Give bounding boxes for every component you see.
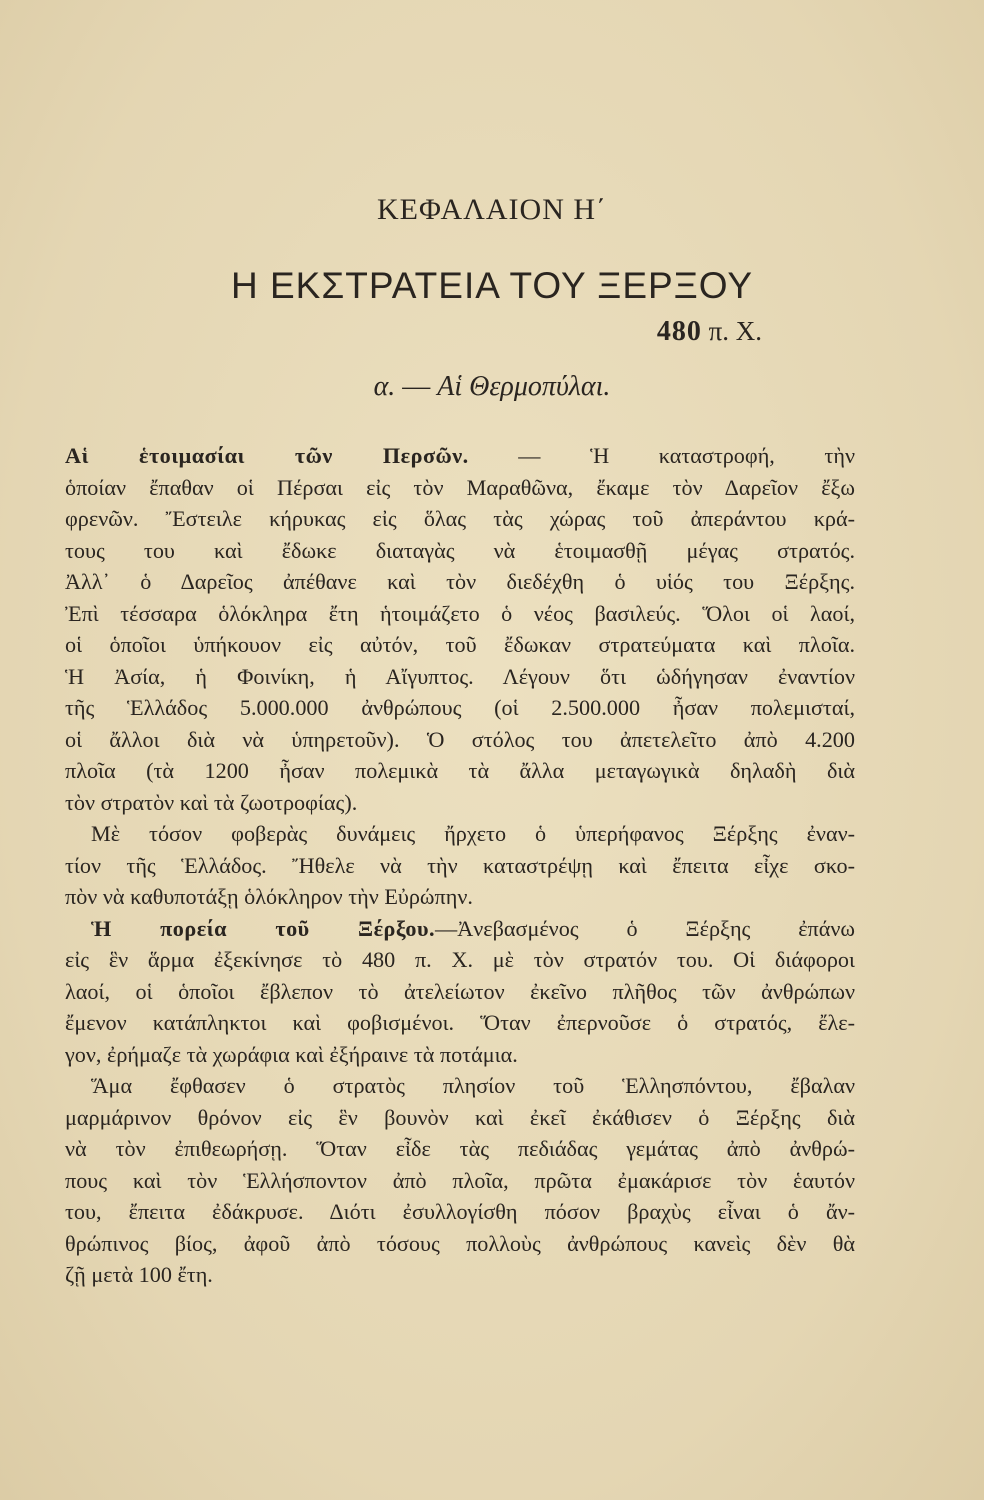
chapter-title: Η ΕΚΣΤΡΑΤΕΙΑ ΤΟΥ ΞΕΡΞΟΥ — [230, 265, 754, 306]
date-year: 480 — [656, 316, 702, 347]
text-line: οἱ ὁποῖοι ὑπήκουον εἰς αὐτόν, τοῦ ἔδωκαν στρατεύματα καὶ πλοῖα. — [65, 632, 855, 657]
text-line: τὸν στρατὸν καὶ τὰ ζωοτροφίας). — [65, 789, 358, 815]
paragraph-heading: Αἱ ἑτοιμασίαι τῶν Περσῶν. — [65, 443, 469, 468]
text-line: τίον τῆς Ἑλλάδος. Ἤθελε νὰ τὴν καταστρέψῃ καὶ ἔπειτα εἶχε σκο- — [65, 852, 855, 878]
text-line: νὰ τὸν ἐπιθεωρήσῃ. Ὅταν εἶδε τὰς πεδιάδας γεμάτας ἀπὸ ἀνθρώ- — [65, 1136, 855, 1161]
text-line: εἰς ἓν ἅρμα ἐξεκίνησε τὸ 480 π. Χ. μὲ τὸν στρατόν του. Οἱ διάφοροι — [65, 947, 855, 972]
text-line: Αἱ ἑτοιμασίαι τῶν Περσῶν. — Ἡ καταστροφή, τὴν — [65, 443, 855, 468]
date-line — [657, 316, 762, 348]
text-line: Ἡ Ἀσία, ἡ Φοινίκη, ἡ Αἴγυπτος. Λέγουν ὅτι ὡδήγησαν ἐναντίον — [65, 663, 855, 689]
text-line: Μὲ τόσον φοβερὰς δυνάμεις ἤρχετο ὁ ὑπερήφανος Ξέρξης ἐναν- — [91, 821, 855, 846]
section-dash: — — [402, 371, 431, 402]
text-line: πους καὶ τὸν Ἑλλήσποντον ἀπὸ πλοῖα, πρῶτα ἐμακάρισε τὸν ἑαυτόν — [65, 1167, 855, 1193]
text-line: του, ἔπειτα ἐδάκρυσε. Διότι ἐσυλλογίσθη πόσον βραχὺς εἶναι ὁ ἄν- — [65, 1199, 855, 1224]
text-line: φρενῶν. Ἔστειλε κήρυκας εἰς ὅλας τὰς χώρας τοῦ ἀπεράντου κρά- — [65, 506, 855, 531]
paragraph-heading: Ἡ πορεία τοῦ Ξέρξου. — [91, 915, 436, 941]
text-line: μαρμάρινον θρόνον εἰς ἓν βουνὸν καὶ ἐκεῖ ἐκάθισεν ὁ Ξέρξης διὰ — [65, 1104, 855, 1130]
text-line: πὸν νὰ καθυποτάξῃ ὁλόκληρον τὴν Εὐρώπην. — [65, 884, 473, 909]
section-letter: α. — [373, 371, 396, 402]
text-line: πλοῖα (τὰ 1200 ἦσαν πολεμικὰ τὰ ἄλλα μεταγωγικὰ δηλαδὴ διὰ — [65, 758, 855, 783]
body-text — [65, 440, 855, 1291]
section-heading — [0, 371, 984, 403]
section-name: Αἱ Θερμοπύλαι. — [437, 371, 611, 402]
text-line: Ἀλλ᾽ ὁ Δαρεῖος ἀπέθανε καὶ τὸν διεδέχθη ὁ υἱός του Ξέρξης. — [65, 569, 855, 594]
text-line: τῆς Ἑλλάδος 5.000.000 ἀνθρώπους (οἱ 2.500.000 ἦσαν πολεμισταί, — [65, 695, 855, 720]
text-line: ὁποίαν ἔπαθαν οἱ Πέρσαι εἰς τὸν Μαραθῶνα, ἔκαμε τὸν Δαρεῖον ἔξω — [65, 474, 855, 500]
text-line: Ἐπὶ τέσσαρα ὁλόκληρα ἔτη ἡτοιμάζετο ὁ νέος βασιλεύς. Ὅλοι οἱ λαοί, — [65, 600, 855, 626]
text-line: Ἡ πορεία τοῦ Ξέρξου.—Ἀνεβασμένος ὁ Ξέρξης ἐπάνω — [91, 915, 855, 941]
text-line: ζῇ μετὰ 100 ἔτη. — [65, 1262, 213, 1287]
chapter-heading: ΚΕΦΑΛΑΙΟΝ Η΄ — [376, 193, 608, 226]
text-line: οἱ ἄλλοι διὰ νὰ ὑπηρετοῦν). Ὁ στόλος του ἀπετελεῖτο ἀπὸ 4.200 — [65, 726, 855, 752]
text-line: Ἅμα ἔφθασεν ὁ στρατὸς πλησίον τοῦ Ἑλλησπόντου, ἔβαλαν — [91, 1073, 855, 1098]
text-line: γον, ἐρήμαζε τὰ χωράφια καὶ ἐξήραινε τὰ ποτάμια. — [65, 1041, 518, 1067]
text-line: θρώπινος βίος, ἀφοῦ ἀπὸ τόσους πολλοὺς ἀνθρώπους κανεὶς δὲν θὰ — [65, 1230, 855, 1256]
text-line: λαοί, οἱ ὁποῖοι ἔβλεπον τὸ ἀτελείωτον ἐκεῖνο πλῆθος τῶν ἀνθρώπων — [65, 978, 855, 1004]
text-line: ἔμενον κατάπληκτοι καὶ φοβισμένοι. Ὅταν ἐπερνοῦσε ὁ στρατός, ἔλε- — [65, 1010, 855, 1035]
date-era: π. Χ. — [708, 316, 762, 346]
text-line: τους του καὶ ἔδωκε διαταγὰς νὰ ἑτοιμασθῇ μέγας στρατός. — [65, 537, 855, 563]
